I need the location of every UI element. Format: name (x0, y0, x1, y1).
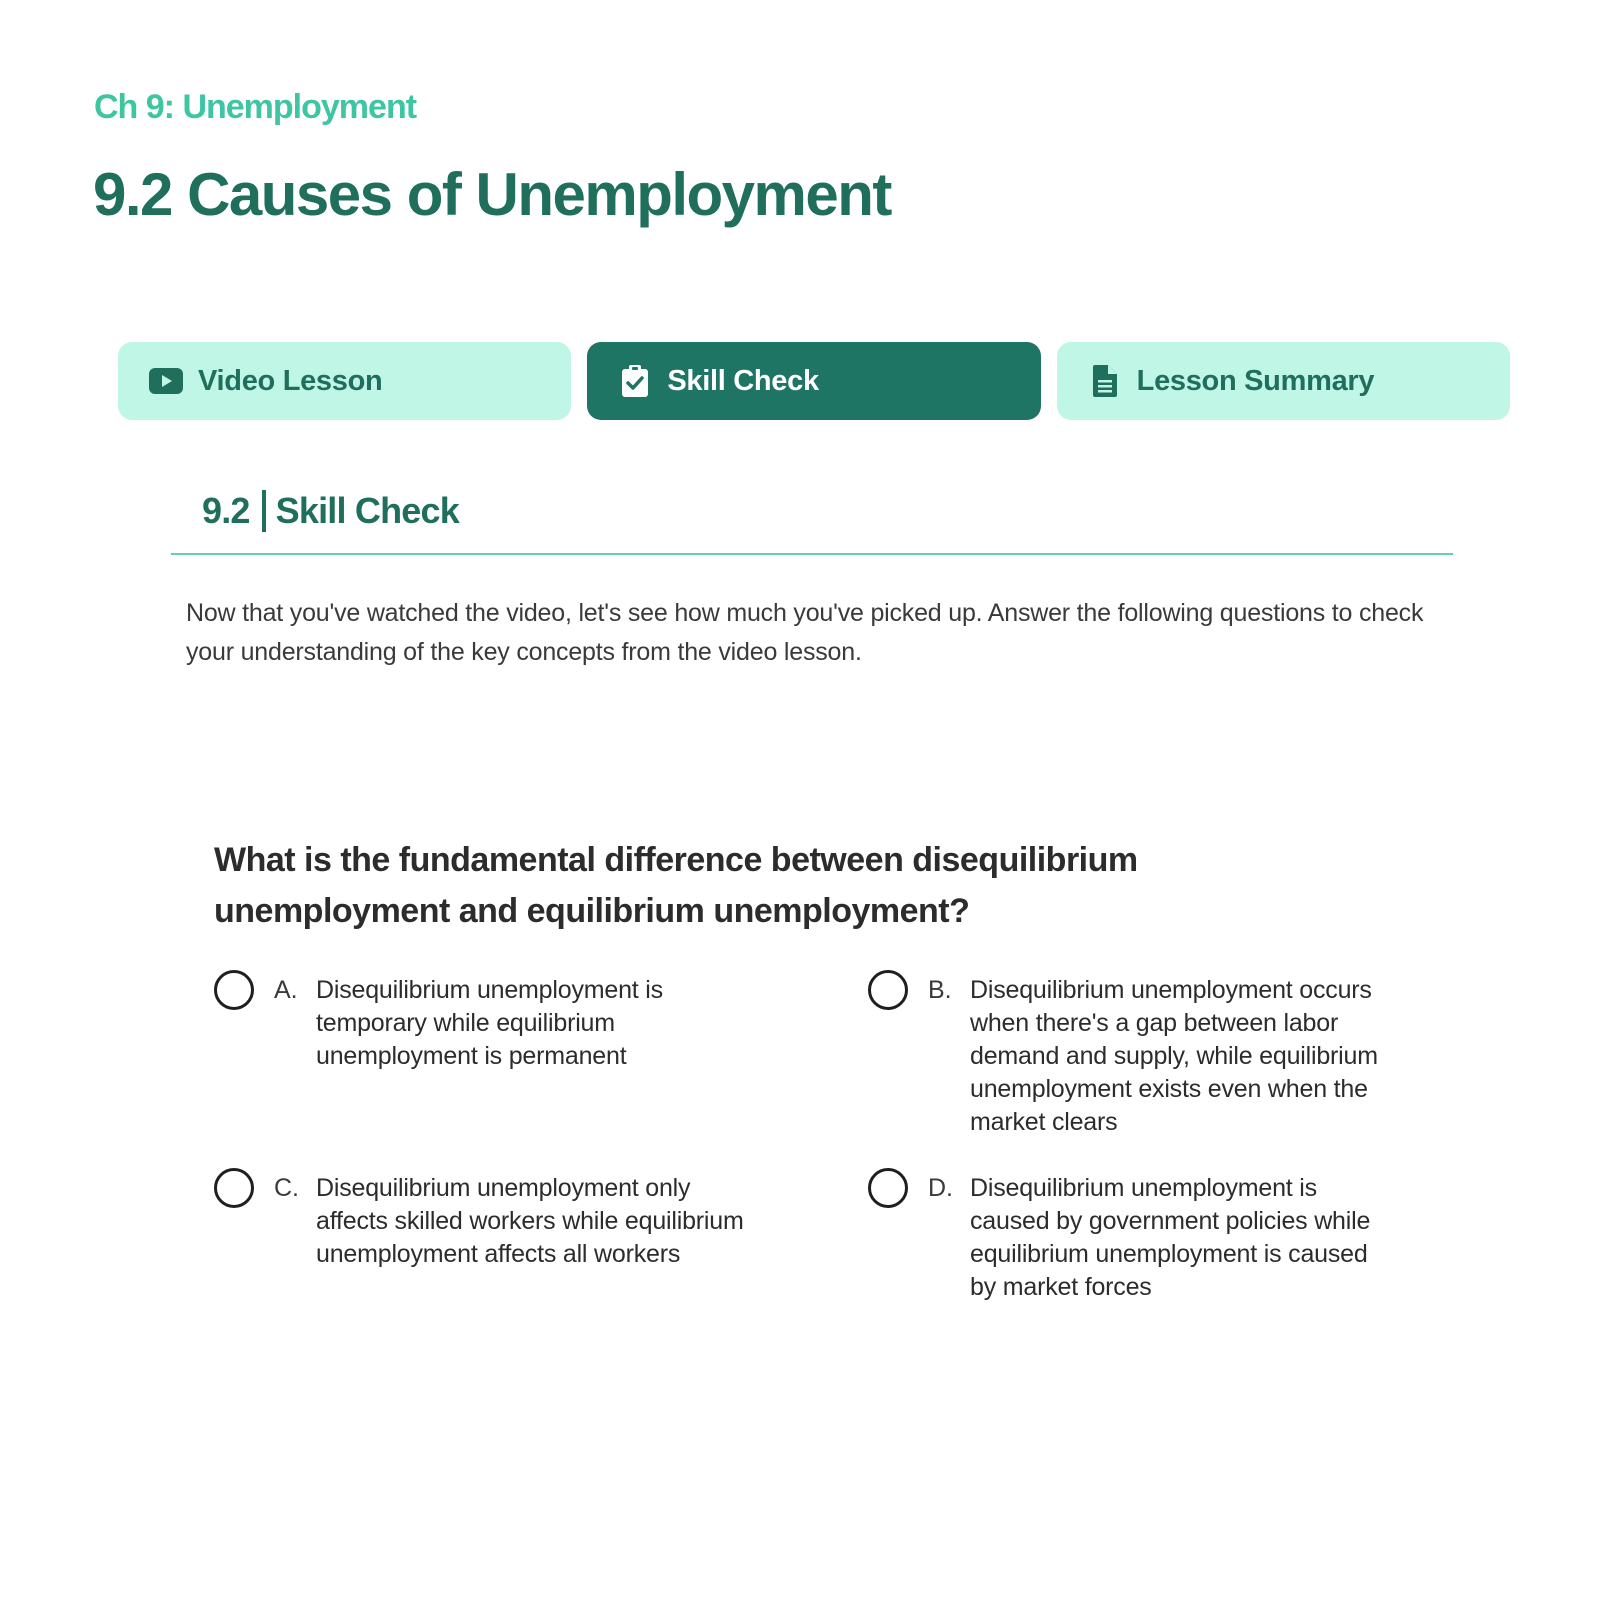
section-rule (171, 553, 1453, 555)
tab-lesson-summary[interactable] (1057, 342, 1510, 420)
radio-button[interactable] (214, 970, 254, 1010)
section-divider (262, 490, 266, 532)
section-heading (202, 490, 459, 532)
option-text: Disequilibrium unemployment is caused by government policies while equilibrium unemployment is caused by market forces (970, 1174, 1371, 1301)
clipboard-check-icon (617, 363, 653, 399)
intro-text: Now that you've watched the video, let's see how much you've picked up. Answer the following questions to check your understanding of the key concepts from the video lesson. (186, 599, 1424, 666)
tab-label: Lesson Summary (1136, 364, 1375, 397)
option-d[interactable] (868, 1170, 1400, 1304)
tab-skill-check[interactable] (587, 342, 1040, 420)
tab-bar (118, 342, 1510, 420)
option-text: Disequilibrium unemployment occurs when there's a gap between labor demand and supply, while equilibrium unemployment exists even when the market clears (970, 976, 1378, 1136)
section-number: 9.2 (202, 490, 250, 531)
radio-button[interactable] (868, 1168, 908, 1208)
option-letter: B. (928, 976, 952, 1004)
tab-label: Video Lesson (198, 364, 383, 397)
option-b[interactable] (868, 972, 1400, 1139)
option-text: Disequilibrium unemployment is temporary while equilibrium unemployment is permanent (316, 976, 663, 1070)
question-text: What is the fundamental difference between disequilibrium unemployment and equilibrium unemployment? (214, 841, 1138, 930)
option-letter: A. (274, 976, 298, 1004)
page-title: 9.2 Causes of Unemployment (93, 161, 891, 228)
chapter-label: Ch 9: Unemployment (94, 88, 417, 126)
video-play-icon (148, 363, 184, 399)
section-title: Skill Check (275, 490, 459, 531)
tab-label: Skill Check (667, 364, 819, 397)
radio-button[interactable] (868, 970, 908, 1010)
radio-button[interactable] (214, 1168, 254, 1208)
option-text: Disequilibrium unemployment only affects skilled workers while equilibrium unemployment affects all workers (316, 1174, 744, 1268)
option-a[interactable] (214, 972, 716, 1073)
tab-video-lesson[interactable] (118, 342, 571, 420)
option-letter: C. (274, 1174, 299, 1202)
option-c[interactable] (214, 1170, 746, 1271)
document-icon (1087, 363, 1123, 399)
option-letter: D. (928, 1174, 953, 1202)
